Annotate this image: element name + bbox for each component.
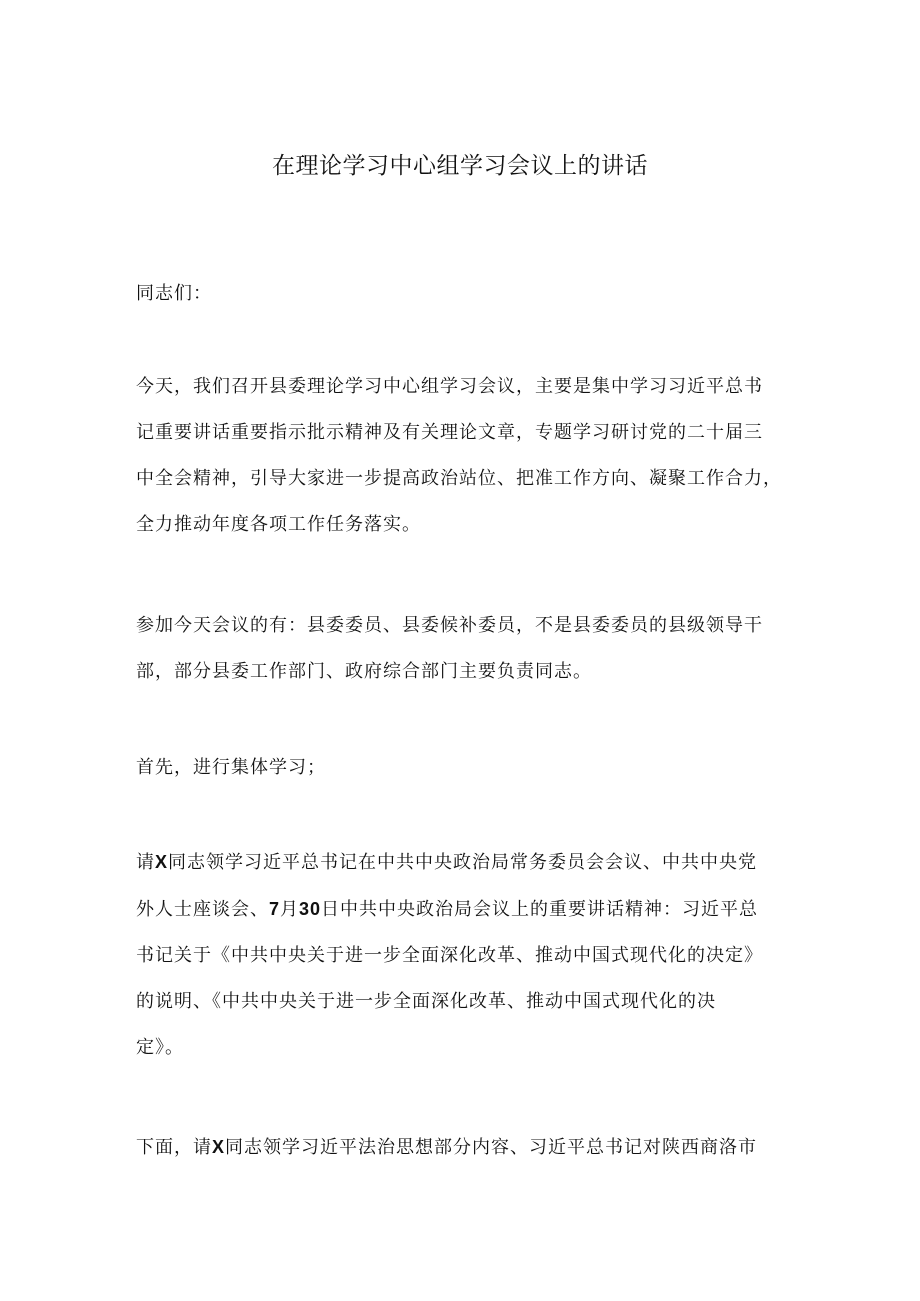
text-run: X: [212, 1137, 226, 1157]
text-line: 记重要讲话重要指示批示精神及有关理论文章，专题学习研讨党的二十届三: [136, 422, 763, 443]
text-line: 定》。: [136, 1037, 184, 1058]
greeting-line: 同志们：: [136, 283, 212, 304]
text-run: 下面，请: [136, 1137, 212, 1158]
text-run: 同志领学习近平总书记在中共中央政治局常务委员会会议、中共中央党: [168, 852, 758, 873]
text-run: 月: [280, 899, 300, 920]
text-line: [136, 886, 786, 933]
paragraph-attendees: [136, 603, 786, 695]
text-line: [136, 839, 786, 886]
paragraph-meeting-purpose: [136, 364, 786, 548]
text-run: 外人士座谈会、: [136, 899, 269, 920]
text-line: [136, 1124, 786, 1171]
text-line: 书记关于《中共中央关于进一步全面深化改革、推动中国式现代化的决定》: [136, 945, 763, 966]
text-run: X: [155, 852, 169, 872]
text-run: 7: [269, 899, 281, 919]
text-line: 今天，我们召开县委理论学习中心组学习会议，主要是集中学习习近平总书: [136, 376, 763, 397]
paragraph-next-study: [136, 1124, 786, 1171]
text-line: 参加今天会议的有：县委委员、县委候补委员，不是县委委员的县级领导干: [136, 615, 763, 636]
text-line: 中全会精神，引导大家进一步提高政治站位、把准工作方向、凝聚工作合力，: [136, 468, 782, 489]
paragraph-collective-study: 首先，进行集体学习；: [136, 757, 326, 778]
text-line: 全力推动年度各项工作任务落实。: [136, 514, 421, 535]
text-line: 部，部分县委工作部门、政府综合部门主要负责同志。: [136, 661, 592, 682]
document-title: 在理论学习中心组学习会议上的讲话: [272, 153, 648, 179]
text-run: 日中共中央政治局会议上的重要讲话精神：习近平总: [321, 899, 759, 920]
text-run: 请: [136, 852, 155, 873]
text-run: 同志领学习近平法治思想部分内容、习近平总书记对陕西商洛市: [225, 1137, 758, 1158]
paragraph-study-content: [136, 839, 786, 1071]
text-run: 30: [299, 899, 322, 919]
text-line: 的说明、《中共中央关于进一步全面深化改革、推动中国式现代化的决: [136, 991, 716, 1012]
